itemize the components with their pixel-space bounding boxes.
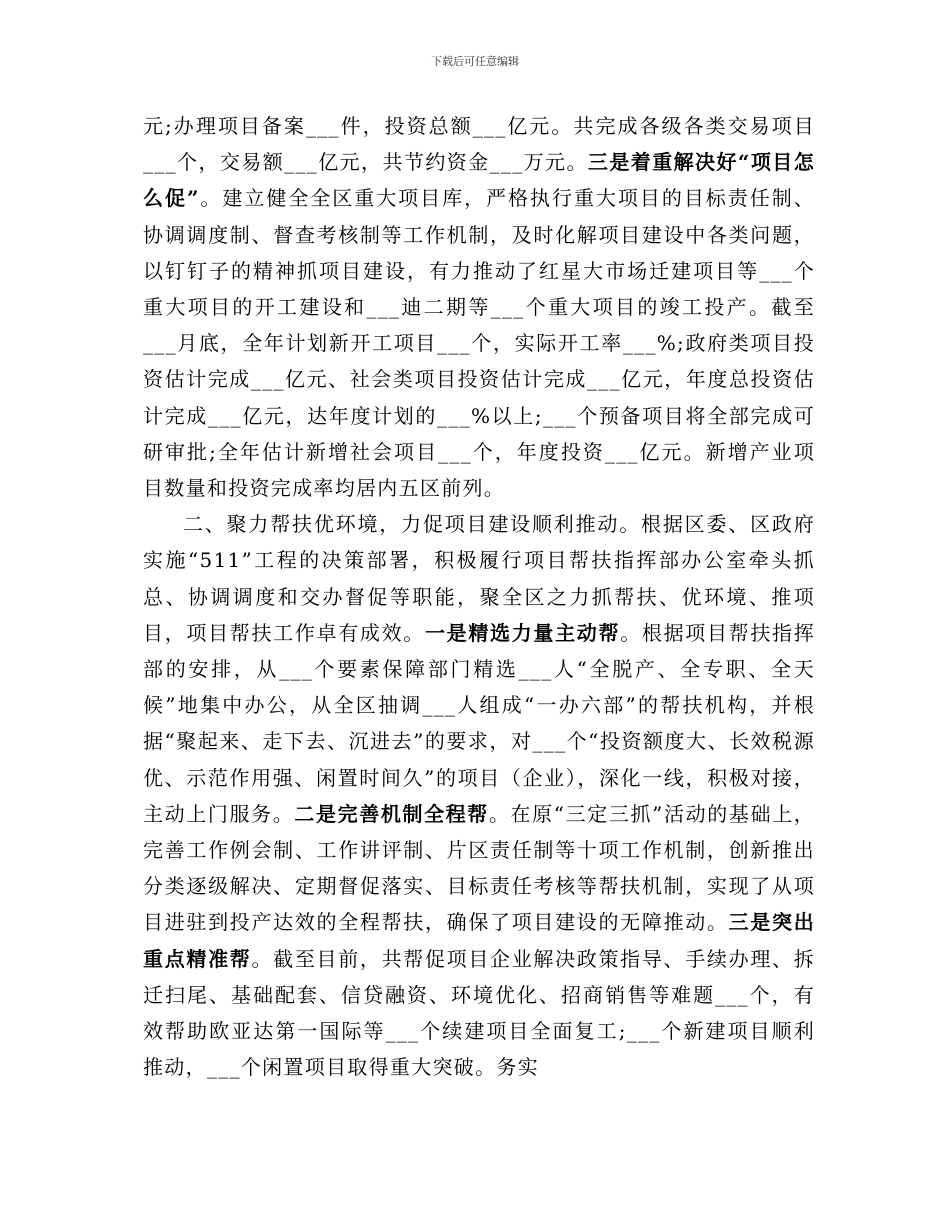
paragraph-1-text: 。建立健全全区重大项目库，严格执行重大项目的目标责任制、协调调度制、督查考核制等工作机制，及时化解项目建设中各类问题，以钉钉子的精神抓项目建设，有力推动了红星大市场迁建项目等___个重大项目的开工建设和___迪二期等___个重大项目的竣工投产。截至___月底，全年计划新开工项目___个，实际开工率___%;政府类项目投资估计完成___亿元、社会类项目投资估计完成___亿元，年度总投资估计完成___亿元，达年度计划的___%以上;___个预备项目将全部完成可研审批;全年估计新增社会项目___个，年度投资___亿元。新增产业项目数量和投资完成率均居内五区前列。: [143, 186, 815, 501]
paragraph-1-text: 元;办理项目备案___件，投资总额___亿元。共完成各级各类交易项目___个，交易额___亿元，共节约资金___万元。: [143, 114, 815, 175]
page-header: 下载后可任意编辑: [431, 55, 519, 68]
paragraph-2-text: 。在原“三定三抓”活动的基础上，完善工作例会制、工作讲评制、片区责任制等十项工作机制，创新推出分类逐级解决、定期督促落实、目标责任考核等帮扶机制，实现了从项目进驻到投产达效的全程帮扶，确保了项目建设的无障推动。: [143, 801, 815, 935]
paragraph-2-text: 。截至目前，共帮促项目企业解决政策指导、手续办理、拆迁扫尾、基础配套、信贷融资、环境优化、招商销售等难题___个，有效帮助欧亚达第一国际等___个续建项目全面复工;___个新建项目顺利推动，___个闲置项目取得重大突破。务实: [143, 946, 815, 1080]
paragraph-2-emphasis: 二是完善机制全程帮: [294, 801, 489, 826]
paragraph-2-emphasis: 三是突出重点精准帮: [143, 910, 815, 971]
paragraph-2-text: 二、聚力帮扶优环境，力促项目建设顺利推动。根据区委、区政府实施“511”工程的决策部署，积极履行项目帮扶指挥部办公室牵头抓总、协调调度和交办督促等职能，聚全区之力抓帮扶、优环境、推项目，项目帮扶工作卓有成效。: [143, 512, 815, 645]
document-body: [143, 108, 815, 1085]
paragraph-2: [143, 506, 815, 1085]
paragraph-2-emphasis: 一是精选力量主动帮: [424, 620, 621, 645]
paragraph-2-text: 。根据项目帮扶指挥部的安排，从___个要素保障部门精选___人“全脱产、全专职、全天候”地集中办公，从全区抽调___人组成“一办六部”的帮扶机构，并根据“聚起来、走下去、沉进去”的要求，对___个“投资额度大、长效税源优、示范作用强、闲置时间久”的项目（企业），深化一线，积极对接，主动上门服务。: [143, 620, 816, 826]
paragraph-1: [143, 108, 815, 506]
paragraph-1-emphasis: 三是着重解决好“项目怎么促”: [143, 150, 815, 211]
